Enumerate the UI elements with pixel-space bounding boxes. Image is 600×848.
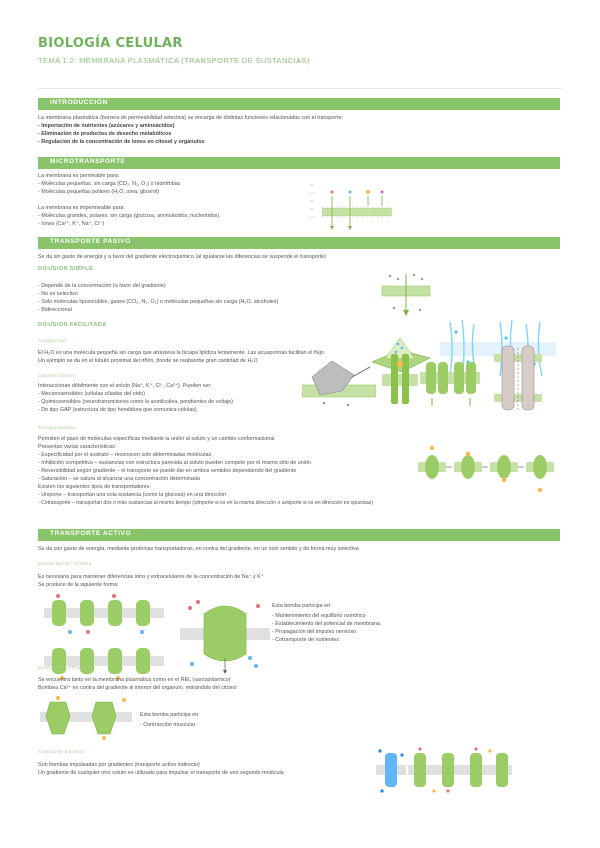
transportadores-line-3: - Especificidad por el sustrato – reconocen solo determinadas moléculas xyxy=(38,452,212,458)
section-bar-micro xyxy=(38,157,560,169)
pasivo-intro: Se da sin gasto de energía y a favor del gradiente electroquímico (al igualarse las diferencias se suspende el transporte) xyxy=(38,254,326,260)
transportadores-line-4: - Inhibición competitiva – sustancias con estructura parecida al soluto pueden competir por el mismo sitio de unión xyxy=(38,460,311,466)
ca-pump-diagram xyxy=(40,694,132,742)
bomba-na-k-line-2: Se produce de la siguiente forma: xyxy=(38,582,119,588)
ion-channel-diagram-2 xyxy=(382,350,418,408)
transportadores-line-8: - Uniporte – transportan una sola sustancia (como la glucosa) en una dirección xyxy=(38,492,227,498)
subheading-bomba-ca: Bomba Ca²⁺ ATPasa xyxy=(38,665,86,670)
simple-line-2: - No es selectivo xyxy=(38,291,78,297)
simple-line-1: - Depende de la concentración (a favor del gradiente) xyxy=(38,283,166,289)
acuaporinas-line-2: Un ejemplo se da en el túbulo proximal del riñón, donde se reabsorbe gran cantidad de H₂O xyxy=(38,358,258,364)
na-k-participa: Esta bomba participa en: xyxy=(272,603,332,609)
subheading-difusion-simple: DIFUSIÓN SIMPLE xyxy=(38,266,94,272)
na-k-participa-1: - Mantenimiento del equilibrio osmótico xyxy=(272,613,366,619)
canales-line-2: - Mecanosensibles (células ciliadas del oído) xyxy=(38,391,145,397)
canales-line-3: - Quimiosensibles (neurotransmisores como la acetilcolina, pendientes de voltaje) xyxy=(38,399,234,405)
indirecto-line-1: Son bombas impulsadas por gradientes (transporte activo indirecto) xyxy=(38,762,200,768)
bomba-ca-line-2: Bombea Ca²⁺ en contra del gradiente al interior del orgánulo, retirándolo del citosol xyxy=(38,685,237,691)
svg-text:• •: • • xyxy=(310,190,314,195)
indirect-transport-diagram-1 xyxy=(376,745,406,797)
activo-intro: Se da con gasto de energía, mediante proteínas transportadoras, en contra del gradiente, en un solo sentido y de forma muy selectiva xyxy=(38,546,359,552)
intro-line-4: - Regulación de la concentración de iones en citosol y orgánulos xyxy=(38,139,205,145)
section-bar-intro xyxy=(38,98,560,110)
acuaporinas-line-1: El H₂O es una molécula pequeña sin carga que atraviesa la bicapa lipídica lentamente. Las acuaporinas facilitan el flujo xyxy=(38,350,324,356)
simple-diffusion-diagram xyxy=(380,270,432,320)
bomba-ca-line-1: Se encuentra tanto en la membrana plasmática como en el REL (sarcoplásmico) xyxy=(38,677,231,683)
svg-text:••: •• xyxy=(310,206,313,211)
section-bar-activo xyxy=(38,529,560,541)
micro-line-3: - Moléculas pequeñas polares (H₂O, urea, glicerol) xyxy=(38,189,160,195)
svg-text:• •: • • xyxy=(310,214,314,219)
transportadores-line-9: - Cotransporte – transportan dos o más sustancias al mismo tiempo (simporte si es en la misma dirección o antiporte si es en dirección es opuestas) xyxy=(38,500,373,506)
na-k-pump-diagram-1 xyxy=(44,592,164,638)
na-k-participa-2: - Establecimiento del potencial de membrana xyxy=(272,621,380,627)
subheading-canales: Canales iónicos xyxy=(38,373,75,378)
transportadores-line-5: - Reversibilidad según gradiente – el transporte se puede dar en ambos sentidos dependiendo del gradiente xyxy=(38,468,297,474)
transportadores-line-7: Existen los siguientes tipos de transportadores: xyxy=(38,484,151,490)
page-subtitle: TEMA 1.2: MEMBRANA PLASMÁTICA (TRANSPORTE DE SUSTANCIAS) xyxy=(38,56,310,65)
micro-line-4: La membrana es impermeable para: xyxy=(38,205,125,211)
section-label: INTRODUCCIÓN xyxy=(50,99,108,106)
micro-line-2: - Moléculas pequeñas, sin carga (CO₂, N₂, O₂) o hidrófobas xyxy=(38,181,181,187)
section-bar-pasivo xyxy=(38,237,560,249)
svg-text:••: •• xyxy=(310,182,313,187)
ca-participa: Esta bomba participa en: xyxy=(140,712,200,718)
transportadores-line-1: Permiten el paso de moléculas específicas mediante la unión al soluto y un cambio conformacional xyxy=(38,436,275,442)
section-label: TRANSPORTE ACTIVO xyxy=(50,530,132,537)
svg-text:••: •• xyxy=(310,198,313,203)
na-k-participa-3: - Propagación del impulso nervioso xyxy=(272,629,357,635)
subheading-transportadores: Transportadores xyxy=(38,425,77,430)
na-k-participa-4: - Cotransporte de nutrientes xyxy=(272,637,340,643)
intro-line-1: La membrana plasmática (barrera de permeabilidad selectiva) se encarga de distintas funciones relacionadas con el transporte: xyxy=(38,115,344,121)
subheading-acuaporinas: Acuaporinas xyxy=(38,338,67,343)
intro-line-3: - Eliminación de productos de desecho metabólicos xyxy=(38,131,172,137)
canales-line-4: - De tipo GAP (estructura de tipo hendidura que comunica células) xyxy=(38,407,197,413)
permeability-diagram xyxy=(310,180,395,236)
simple-line-3: - Solo moléculas liposolubles, gases (CO₂, N₂, O₂) o moléculas pequeñas sin carga (H₂O, alcoholes) xyxy=(38,299,279,305)
section-label: MICROTRANSPORTE xyxy=(50,158,126,165)
intro-line-2: - Importación de nutrientes (azúcares y aminoácidos) xyxy=(38,123,175,129)
micro-line-6: - Iones (Ca²⁺, K⁺, Na⁺, Cl⁻) xyxy=(38,221,105,227)
subheading-transporte-indirecto: Transporte indirecto xyxy=(38,749,85,754)
transportadores-line-2: Presentan varias características: xyxy=(38,444,117,450)
ion-channel-diagram-1 xyxy=(302,355,376,411)
section-label: TRANSPORTE PASIVO xyxy=(50,238,131,245)
ca-participa-1: - Contracción muscular xyxy=(140,722,196,728)
subheading-difusion-facilitada: DIFUSIÓN FACILITADA xyxy=(38,322,107,328)
bomba-na-k-line-1: Es necesaria para mantener diferencias intra y extracelulares de la concentración de Na⁺ y K⁺ xyxy=(38,574,264,580)
ion-channel-diagram-3 xyxy=(420,352,480,408)
micro-line-1: La membrana es permeable para: xyxy=(38,173,120,179)
subheading-bomba-na-k: Bomba Na⁺/K⁺ ATPasa xyxy=(38,561,92,566)
na-k-pump-diagram-3 xyxy=(180,594,270,676)
simple-line-4: - Bidireccional xyxy=(38,307,72,313)
micro-line-5: - Moléculas grandes, polares, sin carga (glucosa, aminoácidos, nucleótidos) xyxy=(38,213,220,219)
page-title: BIOLOGÍA CELULAR xyxy=(38,36,183,51)
divider xyxy=(38,88,562,89)
indirecto-line-2: Un gradiente de cualquier otro soluto es utilizado para impulsar el transporte de uno segundo molécula xyxy=(38,770,284,776)
transporter-diagram xyxy=(418,440,558,498)
gap-junction-diagram xyxy=(494,342,542,416)
indirect-transport-diagram-2 xyxy=(408,745,512,797)
canales-line-1: Interaccionan débilmente con el soluto (Na⁺, K⁺, Cl⁻, Ca²⁺). Pueden ser: xyxy=(38,383,212,389)
transportadores-line-6: - Saturación – se satura al alcanzar una concentración determinada xyxy=(38,476,200,482)
